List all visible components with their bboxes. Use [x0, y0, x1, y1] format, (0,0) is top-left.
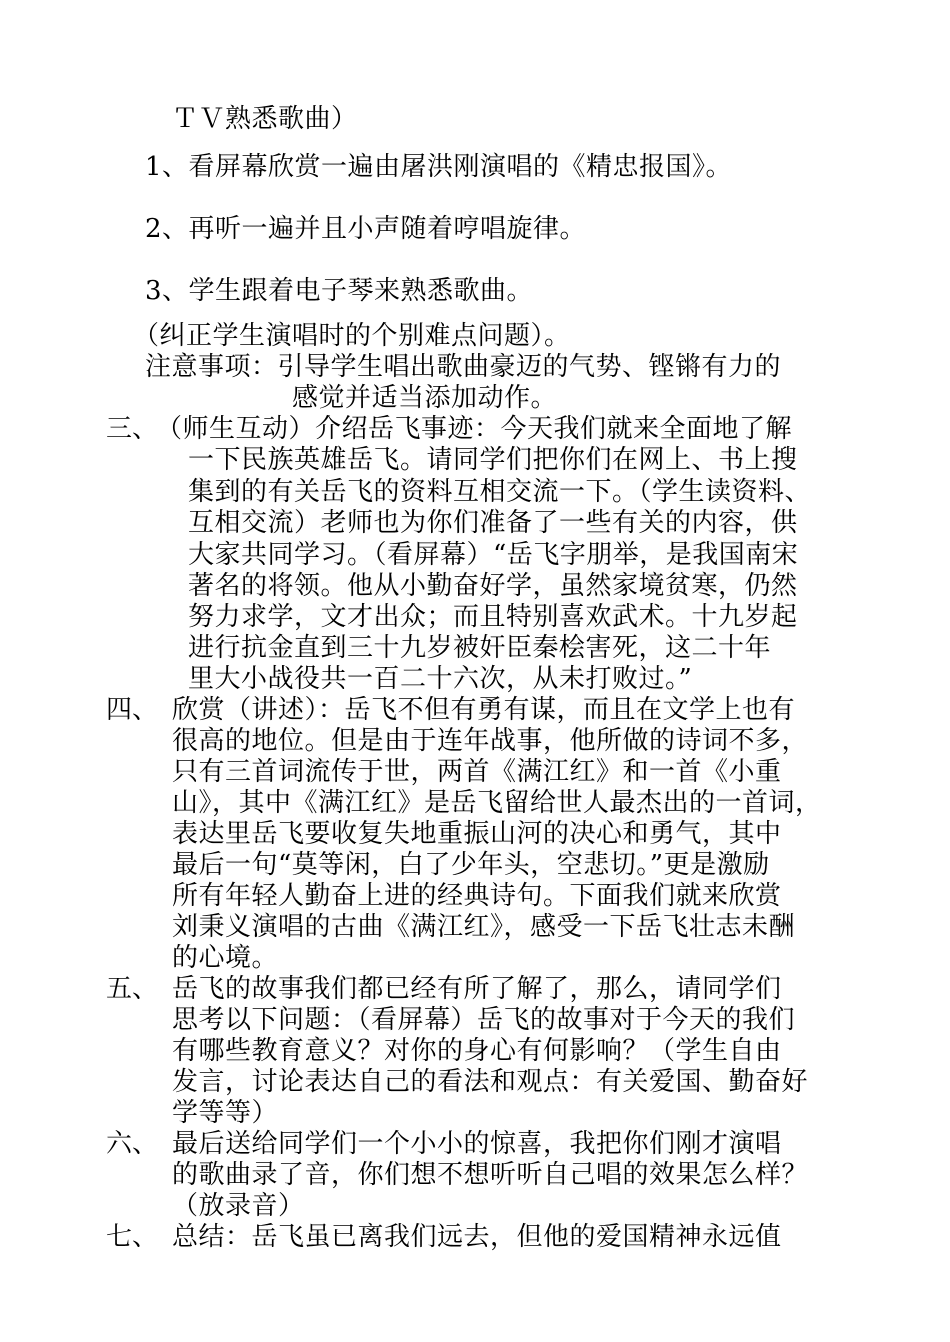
step-1: 1、看屏幕欣赏一遍由屠洪刚演唱的《精忠报国》。: [145, 152, 733, 182]
section-5-line: 思考以下问题：（看屏幕）岳飞的故事对于今天的我们: [172, 1005, 796, 1035]
section-6-line: （放录音）: [172, 1191, 305, 1221]
section-3-line: 进行抗金直到三十九岁被奸臣秦桧害死，这二十年: [188, 633, 772, 663]
section-3-line: 努力求学，文才出众；而且特别喜欢武术。十九岁起: [188, 602, 798, 632]
section-3-line: 互相交流）老师也为你们准备了一些有关的内容，供: [188, 508, 798, 538]
section-3-line: （师生互动）介绍岳飞事迹：今天我们就来全面地了解: [156, 414, 793, 444]
section-4-line: 欣赏（讲述）：岳飞不但有勇有谋，而且在文学上也有: [172, 695, 796, 725]
correction-note: （纠正学生演唱时的个别难点问题）。: [133, 321, 571, 351]
section-4-line: 所有年轻人勤奋上进的经典诗句。下面我们就来欣赏: [172, 881, 782, 911]
section-3-line: 里大小战役共一百二十六次，从未打败过。”: [188, 664, 693, 694]
intro-tail-line: ＴＶ熟悉歌曲）: [172, 104, 358, 134]
section-7-line: 总结：岳飞虽已离我们远去，但他的爱国精神永远值: [172, 1222, 782, 1252]
section-7-label: 七、: [106, 1222, 159, 1252]
note-line-1: 注意事项：引导学生唱出歌曲豪迈的气势、铿锵有力的: [145, 352, 782, 382]
section-6-line: 最后送给同学们一个小小的惊喜，我把你们刚才演唱: [172, 1129, 782, 1159]
section-4-line: 只有三首词流传于世，两首《满江红》和一首《小重: [172, 757, 782, 787]
section-4-line: 最后一句“莫等闲，白了少年头，空悲切。”更是激励: [172, 850, 770, 880]
section-3-line: 大家共同学习。（看屏幕）“岳飞字朋举，是我国南宋: [188, 540, 799, 570]
section-5-line: 岳飞的故事我们都已经有所了解了，那么，请同学们: [172, 974, 782, 1004]
section-3-label: 三、: [106, 414, 159, 444]
section-4-line: 的心境。: [172, 943, 279, 973]
section-6-line: 的歌曲录了音，你们想不想听听自己唱的效果怎么样？: [172, 1160, 809, 1190]
section-3-line: 一下民族英雄岳飞。请同学们把你们在网上、书上搜: [188, 445, 798, 475]
section-5-label: 五、: [106, 974, 159, 1004]
section-5-line: 学等等）: [172, 1098, 279, 1128]
section-4-line: 山》，其中《满江红》是岳飞留给世人最杰出的一首词，: [172, 788, 822, 818]
section-4-line: 很高的地位。但是由于连年战事，他所做的诗词不多，: [172, 726, 809, 756]
step-2: 2、再听一遍并且小声随着哼唱旋律。: [145, 214, 587, 244]
note-line-2: 感觉并适当添加动作。: [292, 383, 558, 413]
section-4-line: 刘秉义演唱的古曲《满江红》，感受一下岳飞壮志未酬: [172, 912, 796, 942]
section-6-label: 六、: [106, 1129, 159, 1159]
section-4-line: 表达里岳飞要收复失地重振山河的决心和勇气，其中: [172, 819, 782, 849]
section-3-line: 集到的有关岳飞的资料互相交流一下。（学生读资料、: [188, 477, 812, 507]
section-5-line: 发言，讨论表达自己的看法和观点：有关爱国、勤奋好: [172, 1067, 809, 1097]
section-3-line: 著名的将领。他从小勤奋好学，虽然家境贫寒，仍然: [188, 571, 798, 601]
section-4-label: 四、: [106, 695, 159, 725]
step-3: 3、学生跟着电子琴来熟悉歌曲。: [145, 276, 534, 306]
section-5-line: 有哪些教育意义？对你的身心有何影响？（学生自由: [172, 1036, 782, 1066]
